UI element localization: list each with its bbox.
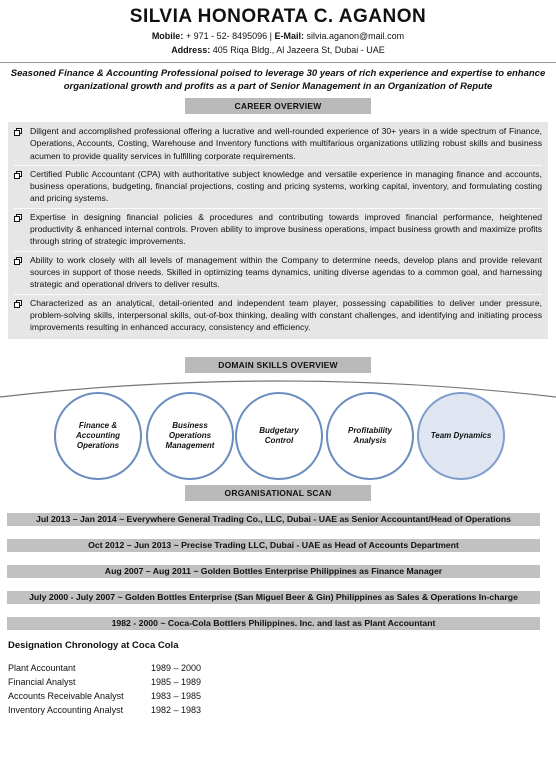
address-line — [0, 44, 556, 56]
professional-summary: Seasoned Finance & Accounting Professional poised to leverage 30 years of rich experience and expertise to enhance organizational growth and profits as a part of Senior Management in an Organization of Repute — [10, 68, 546, 92]
document-bullet-icon — [14, 254, 30, 291]
skill-circle: Budgetary Control — [235, 392, 323, 480]
candidate-name: SILVIA HONORATA C. AGANON — [129, 6, 427, 27]
period: 1982 – 1983 — [151, 705, 202, 716]
domain-skills-diagram — [0, 373, 556, 481]
overview-text: Diligent and accomplished professional offering a lucrative and well-rounded experience of 30+ years in a wide spectrum of Finance, Operations, Accounts, Costing, Warehouse and Inventory functions with multifarious organizations utilizing robust skills and business acumen to provide quality services in fulfilling corporate requirements. — [30, 126, 542, 161]
contact-line — [0, 30, 556, 42]
employment-entry: Aug 2007 – Aug 2011 ~ Golden Bottles Enterprise Philippines as Finance Manager — [7, 565, 540, 578]
designation: Accounts Receivable Analyst — [8, 691, 124, 702]
email-label: E-Mail: — [274, 31, 304, 41]
document-bullet-icon — [14, 297, 30, 334]
list-item — [14, 252, 542, 295]
table-row — [8, 675, 556, 689]
table-row — [8, 703, 556, 717]
designation: Plant Accountant — [8, 663, 76, 674]
career-overview-list — [8, 122, 548, 339]
designation: Financial Analyst — [8, 677, 76, 688]
email-value[interactable]: silvia.aganon@mail.com — [303, 31, 405, 41]
overview-text: Expertise in designing financial policies & procedures and contributing towards improved financial performance, heightened productivity & enhanced internal controls. Proven ability to improve business operations, impact business growth and maximize profits through string of strategic improvements. — [30, 211, 542, 247]
list-item — [14, 209, 542, 252]
skills-circles — [0, 392, 556, 482]
table-row — [8, 689, 556, 703]
period: 1985 – 1989 — [151, 677, 202, 688]
mobile-value: + 971 - 52- 8495096 | — [183, 31, 275, 41]
resume-header — [0, 0, 556, 56]
table-row — [8, 661, 556, 675]
list-item — [14, 123, 542, 166]
skill-circle: Team Dynamics — [417, 392, 505, 480]
overview-text: Ability to work closely with all levels of management within the Company to determine needs, develop plans and provide relevant sources in support of those needs. Skilled in optimizing teams dynamics, uniting diverse agendas to a common goal, and harnessing strategic and operational drivers to deliver results. — [30, 254, 542, 290]
career-overview-heading: CAREER OVERVIEW — [185, 98, 371, 114]
list-item — [14, 166, 542, 209]
address-value: 405 Riqa Bldg., Al Jazeera St, Dubai - UAE — [210, 45, 385, 55]
employment-entry: Oct 2012 – Jun 2013 ~ Precise Trading LLC, Dubai - UAE as Head of Accounts Department — [7, 539, 540, 552]
skill-circle: Business Operations Management — [146, 392, 234, 480]
list-item — [14, 295, 542, 337]
chronology-title: Designation Chronology at Coca Cola — [8, 640, 179, 652]
skill-circle: Profitability Analysis — [326, 392, 414, 480]
designation: Inventory Accounting Analyst — [8, 705, 124, 716]
chronology-table — [8, 661, 556, 717]
employment-entry: Jul 2013 – Jan 2014 ~ Everywhere General Trading Co., LLC, Dubai - UAE as Senior Accountant/Head of Operations — [7, 513, 540, 526]
address-label: Address: — [171, 45, 211, 55]
organisational-scan-heading: ORGANISATIONAL SCAN — [185, 485, 371, 501]
employment-entry: July 2000 - July 2007 ~ Golden Bottles Enterprise (San Miguel Beer & Gin) Philippines as Sales & Operations In-charge — [7, 591, 540, 604]
document-bullet-icon — [14, 211, 30, 248]
period: 1989 – 2000 — [151, 663, 202, 674]
document-bullet-icon — [14, 125, 30, 162]
employment-entry: 1982 - 2000 ~ Coca-Cola Bottlers Philippines. Inc. and last as Plant Accountant — [7, 617, 540, 630]
mobile-label: Mobile: — [151, 31, 184, 41]
period: 1983 – 1985 — [151, 691, 202, 702]
domain-skills-heading: DOMAIN SKILLS OVERVIEW — [185, 357, 371, 373]
overview-text: Certified Public Accountant (CPA) with authoritative subject knowledge and versatile experience in managing finance and accounts, business operations, budgeting, financial projections, costing and pricing systems, working capital, inventory, and formulating costing and pricing systems. — [30, 168, 542, 204]
skill-circle: Finance & Accounting Operations — [54, 392, 142, 480]
document-bullet-icon — [14, 168, 30, 205]
overview-text: Characterized as an analytical, detail-oriented and independent team player, possessing capabilities to deliver under pressure, problem-solving skills, interpersonal skills, out-of-box thinking, dealing with constant challenges, and identifying and initiating process improvements resulting in enhanced accuracy, consistency and efficiency. — [30, 297, 542, 333]
